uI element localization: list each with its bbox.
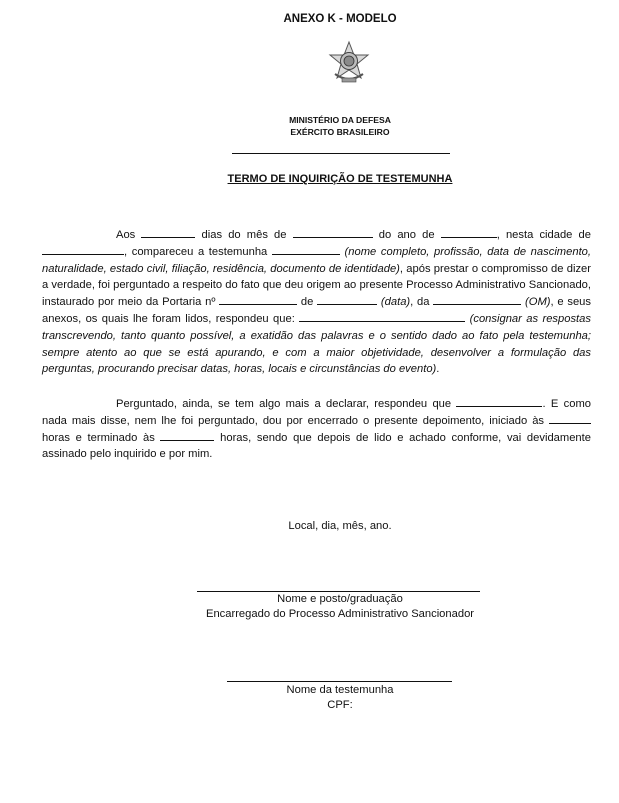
p1-text: , e seus anexos, os quais lhe foram lidos, respondeu que:: [42, 296, 591, 325]
brazil-coat-of-arms-icon: [326, 40, 372, 86]
paragraph-testimony-intro: [42, 227, 591, 378]
p1-text: .: [436, 363, 440, 376]
p1-text: , nesta cidade de: [496, 229, 591, 241]
p1-text: Aos: [116, 229, 142, 241]
p2-text: Perguntado, ainda, se tem algo mais a declarar, respondeu que: [116, 398, 457, 410]
signature-line-witness: [227, 681, 452, 682]
blank-month: [293, 227, 373, 238]
blank-year: [441, 227, 497, 238]
p1-italic-note: (nome completo, profissão, data de nascimento, naturalidade, estado civil, filiação, residência, documento de identidade): [42, 245, 592, 275]
blank-end-time: [160, 430, 214, 441]
signature-witness-name: Nome da testemunha: [286, 684, 394, 696]
blank-ordinance-number: [219, 294, 297, 305]
blank-day: [141, 227, 195, 238]
p2-text: horas, sendo que depois de lido e achado conforme, vai devidamente assinado pelo inquirido e por mim.: [42, 431, 591, 461]
place-date: Local, dia, mês, ano.: [288, 520, 392, 532]
document-title: TERMO DE INQUIRIÇÃO DE TESTEMUNHA: [227, 173, 453, 185]
p1-italic-note: (data): [377, 296, 411, 309]
p2-text: . E como nada mais disse, nem lhe foi perguntado, dou por encerrado o presente depoimento, iniciado às: [42, 398, 591, 427]
blank-city: [42, 244, 124, 255]
p1-text: , após prestar o compromisso de dizer a verdade, foi perguntado a respeito do fato que deu origem ao presente Processo Administrativo Sancionado, instaurado por meio da Portaria nº: [42, 262, 591, 309]
p1-text: dias do mês de: [195, 229, 293, 241]
blank-om: [433, 294, 521, 305]
signature-officer-role: Encarregado do Processo Administrativo Sancionador: [205, 608, 475, 620]
annex-title: ANEXO K - MODELO: [283, 13, 397, 25]
header-divider: [232, 153, 450, 154]
blank-witness: [272, 244, 340, 255]
p1-italic-note: (OM): [521, 296, 551, 309]
army-name: EXÉRCITO BRASILEIRO: [290, 127, 390, 137]
blank-declaration: [456, 396, 542, 407]
paragraph-closing: [42, 396, 591, 463]
p1-text: , compareceu a testemunha: [124, 245, 272, 258]
ministry-name: MINISTÉRIO DA DEFESA: [289, 115, 391, 125]
p2-text: horas e terminado às: [42, 431, 161, 444]
p1-text: de: [297, 296, 318, 309]
p1-italic-note: (consignar as respostas transcrevendo, tanto quanto possível, a exatidão das palavras e o sentido dado ao fato pela testemunha; sempre atento ao que se está apurando, e com a maior objetividade, desenvolver a formulação das perguntas, procurando precisar datas, horas, locais e circunstâncias do evento): [42, 312, 591, 376]
p1-text: do ano de: [372, 229, 441, 241]
signature-witness-cpf: CPF:: [327, 699, 353, 711]
ministry-header: [0, 114, 619, 138]
signature-line-officer: [197, 591, 480, 592]
blank-answer: [299, 311, 465, 322]
signature-officer-name: Nome e posto/graduação: [277, 593, 403, 605]
blank-ordinance-date: [317, 294, 377, 305]
p1-text: , da: [410, 296, 434, 309]
blank-start-time: [549, 413, 591, 424]
